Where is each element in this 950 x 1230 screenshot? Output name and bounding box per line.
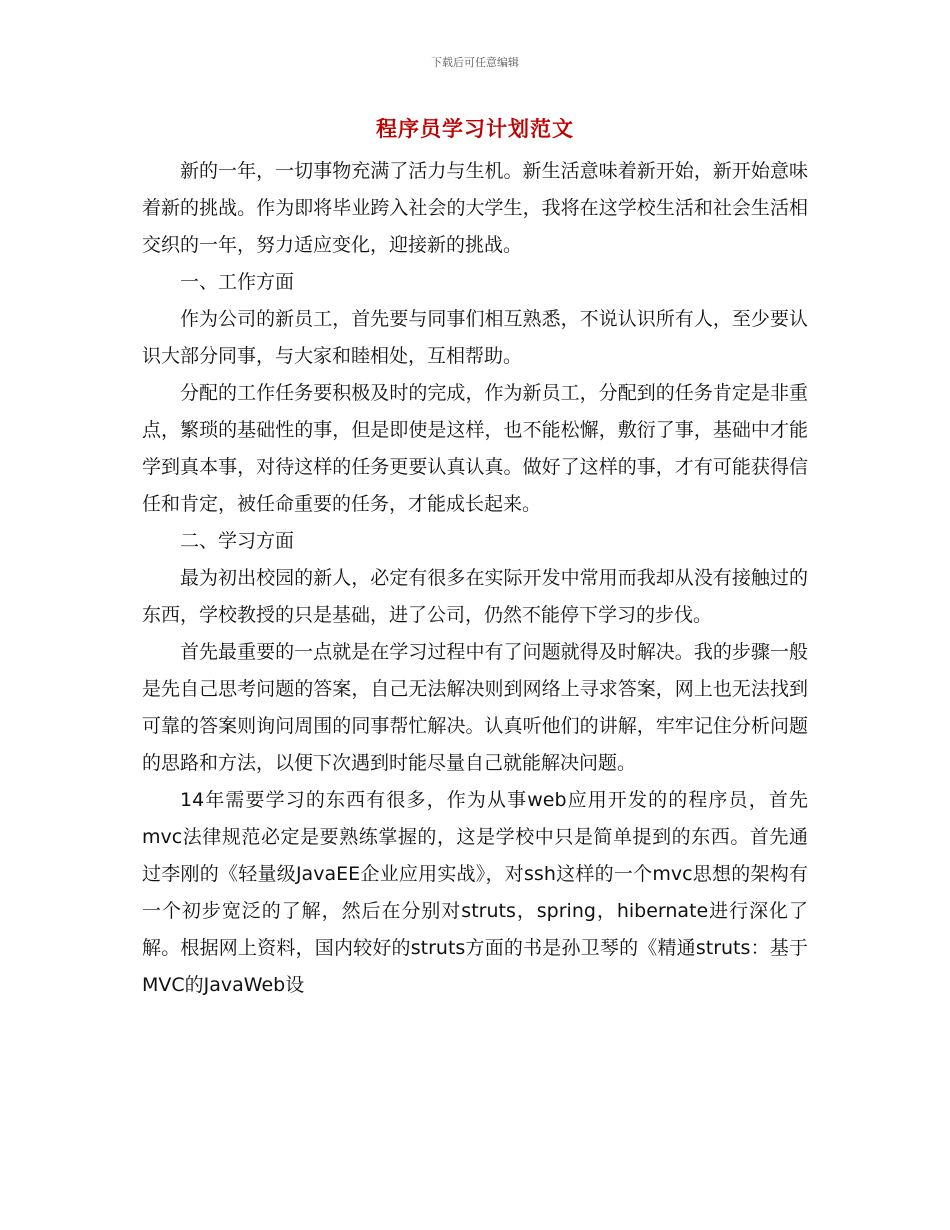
document-body (142, 153, 808, 1004)
paragraph-work-2: 分配的工作任务要积极及时的完成，作为新员工，分配到的任务肯定是非重点，繁琐的基础性的事，但是即使是这样，也不能松懈，敷衍了事，基础中才能学到真本事，对待这样的任务更要认真认真。做好了这样的事，才有可能获得信任和肯定，被任命重要的任务，才能成长起来。 (142, 382, 808, 515)
paragraph-study-2: 首先最重要的一点就是在学习过程中有了问题就得及时解决。我的步骤一般是先自己思考问题的答案，自己无法解决则到网络上寻求答案，网上也无法找到可靠的答案则询问周围的同事帮忙解决。认真听他们的讲解，牢牢记住分析问题的思路和方法，以便下次遇到时能尽量自己就能解决问题。 (142, 641, 808, 774)
document-title: 程序员学习计划范文 (376, 116, 574, 141)
header-note: 下载后可任意编辑 (431, 56, 519, 69)
section-heading-work: 一、工作方面 (180, 271, 295, 293)
paragraph-intro: 新的一年，一切事物充满了活力与生机。新生活意味着新开始，新开始意味着新的挑战。作为即将毕业跨入社会的大学生，我将在这学校生活和社会生活相交织的一年，努力适应变化，迎接新的挑战。 (142, 160, 808, 256)
paragraph-study-1: 最为初出校园的新人，必定有很多在实际开发中常用而我却从没有接触过的东西，学校教授的只是基础，进了公司，仍然不能停下学习的步伐。 (142, 567, 808, 626)
section-heading-study: 二、学习方面 (180, 530, 295, 552)
paragraph-work-1: 作为公司的新员工，首先要与同事们相互熟悉，不说认识所有人，至少要认识大部分同事，与大家和睦相处，互相帮助。 (142, 308, 808, 367)
paragraph-study-3: 14年需要学习的东西有很多，作为从事web应用开发的的程序员，首先mvc法律规范必定是要熟练掌握的，这是学校中只是简单提到的东西。首先通过李刚的《轻量级JavaEE企业应用实战》，对ssh这样的一个mvc思想的架构有一个初步宽泛的了解，然后在分别对struts，spring，hibernate进行深化了解。根据网上资料，国内较好的struts方面的书是孙卫琴的《精通struts：基于MVC的JavaWeb设 (142, 789, 808, 996)
